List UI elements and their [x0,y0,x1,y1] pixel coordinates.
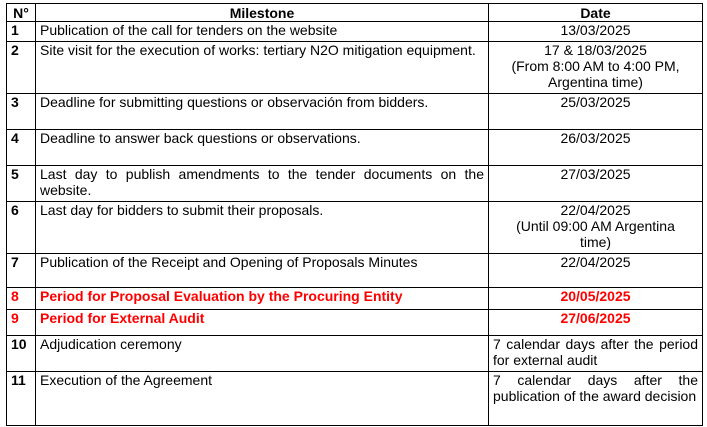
date-line: Argentina time) [548,74,643,90]
table-row-highlighted [7,288,703,310]
row-number: 2 [7,42,36,94]
row-date [489,288,703,310]
date-line: 25/03/2025 [560,94,631,110]
date-line: (From 8:00 AM to 4:00 PM, [511,58,680,74]
table-row [7,372,703,426]
date-line: 27/03/2025 [560,166,631,182]
date-line: 22/04/2025 [560,254,631,270]
header-date: Date [489,4,703,22]
row-milestone: Publication of the Receipt and Opening of Proposals Minutes [36,254,489,288]
row-milestone: Deadline for submitting questions or observación from bidders. [36,94,489,130]
row-date [489,202,703,254]
row-milestone: Execution of the Agreement [36,372,489,426]
date-line: 13/03/2025 [560,22,631,38]
row-number: 3 [7,94,36,130]
date-line: (Until 09:00 AM Argentina [516,218,675,234]
table-row-highlighted [7,310,703,336]
row-date [489,166,703,202]
row-date [489,22,703,42]
row-number: 9 [7,310,36,336]
table-row [7,22,703,42]
date-line: 22/04/2025 [560,202,631,218]
date-line: time) [579,234,612,250]
table-row [7,254,703,288]
row-date: 7 calendar days after the period for external audit [489,336,703,372]
row-milestone: Period for Proposal Evaluation by the Procuring Entity [36,288,489,310]
table-row [7,42,703,94]
table-row [7,94,703,130]
row-date [489,130,703,166]
row-date: 7 calendar days after the publication of the award decision [489,372,703,426]
date-line: 26/03/2025 [560,130,631,146]
row-number: 6 [7,202,36,254]
row-number: 5 [7,166,36,202]
table-row [7,202,703,254]
row-number: 11 [7,372,36,426]
header-milestone: Milestone [36,4,489,22]
table-row [7,130,703,166]
date-line: 27/06/2025 [560,310,631,326]
row-milestone: Publication of the call for tenders on the website [36,22,489,42]
row-date [489,254,703,288]
row-date [489,42,703,94]
row-date [489,94,703,130]
row-number: 10 [7,336,36,372]
row-number: 1 [7,22,36,42]
milestones-table [6,3,703,426]
row-number: 8 [7,288,36,310]
row-number: 4 [7,130,36,166]
table-row [7,166,703,202]
date-line: 20/05/2025 [560,288,631,304]
row-number: 7 [7,254,36,288]
row-milestone: Deadline to answer back questions or observations. [36,130,489,166]
row-milestone: Last day to publish amendments to the tender documents on the website. [36,166,489,202]
row-date [489,310,703,336]
row-milestone: Last day for bidders to submit their proposals. [36,202,489,254]
row-milestone: Site visit for the execution of works: tertiary N2O mitigation equipment. [36,42,489,94]
table-header-row [7,4,703,22]
row-milestone: Period for External Audit [36,310,489,336]
table-row [7,336,703,372]
header-number: N° [7,4,36,22]
row-milestone: Adjudication ceremony [36,336,489,372]
date-line: 17 & 18/03/2025 [544,42,647,58]
